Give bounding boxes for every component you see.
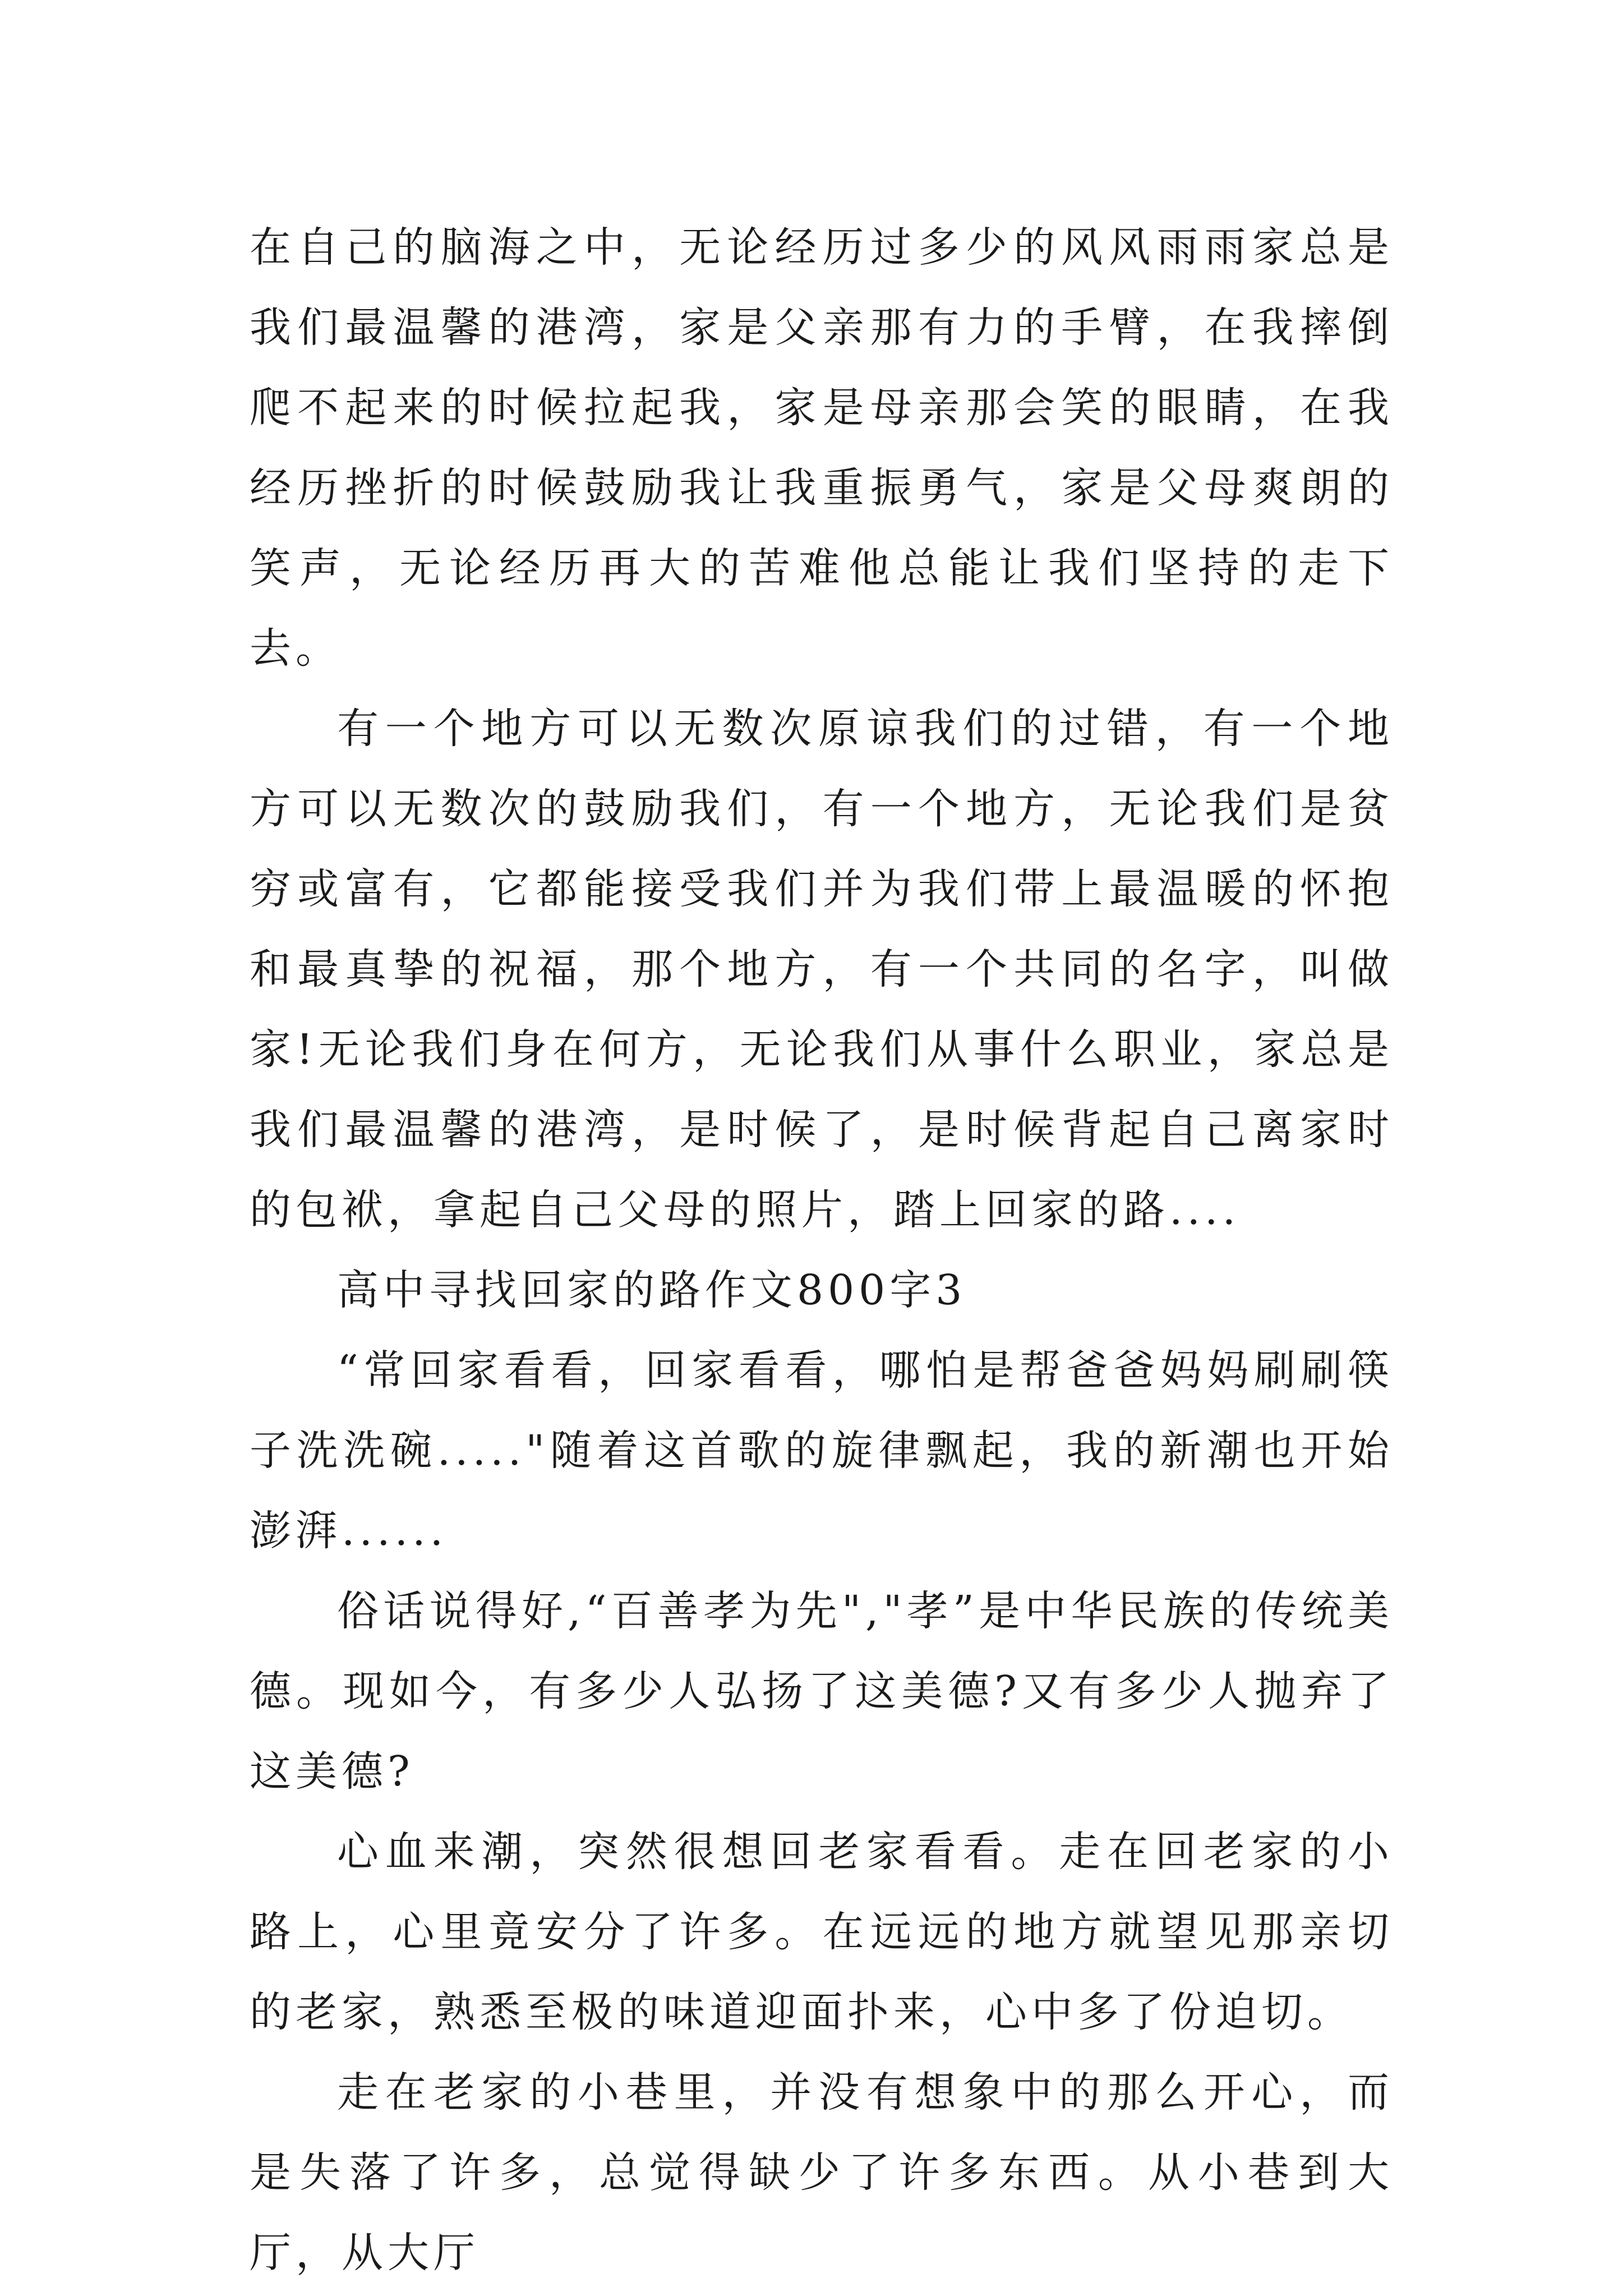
paragraph: 走在老家的小巷里，并没有想象中的那么开心，而是失落了许多，总觉得缺少了许多东西。从小巷到大厅，从大厅: [250, 2068, 1394, 2277]
paragraph: 心血来潮，突然很想回老家看看。走在回老家的小路上，心里竟安分了许多。在远远的地方就望见那亲切的老家，熟悉至极的味道迎面扑来，心中多了份迫切。: [250, 1828, 1394, 2036]
paragraph: “常回家看看，回家看看，哪怕是帮爸爸妈妈刷刷筷子洗洗碗....."随着这首歌的旋律飘起，我的新潮也开始澎湃......: [250, 1346, 1394, 1555]
section-heading: 高中寻找回家的路作文800字3: [337, 1266, 967, 1314]
paragraph: 有一个地方可以无数次原谅我们的过错，有一个地方可以无数次的鼓励我们，有一个地方，无论我们是贫穷或富有，它都能接受我们并为我们带上最温暖的怀抱和最真挚的祝福，那个地方，有一个共同的名字，叫做家!无论我们身在何方，无论我们从事什么职业，家总是我们最温馨的港湾，是时候了，是时候背起自己离家时的包袱，拿起自己父母的照片，踏上回家的路....: [250, 705, 1394, 1234]
document-body: [250, 208, 1394, 2293]
paragraph: 俗话说得好,“百善孝为先","孝”是中华民族的传统美德。现如今，有多少人弘扬了这美德?又有多少人抛弃了这美德?: [250, 1587, 1394, 1796]
paragraph: 在自己的脑海之中，无论经历过多少的风风雨雨家总是我们最温馨的港湾，家是父亲那有力的手臂，在我摔倒爬不起来的时候拉起我，家是母亲那会笑的眼睛，在我经历挫折的时候鼓励我让我重振勇气，家是父母爽朗的笑声，无论经历再大的苦难他总能让我们坚持的走下去。: [250, 223, 1394, 673]
